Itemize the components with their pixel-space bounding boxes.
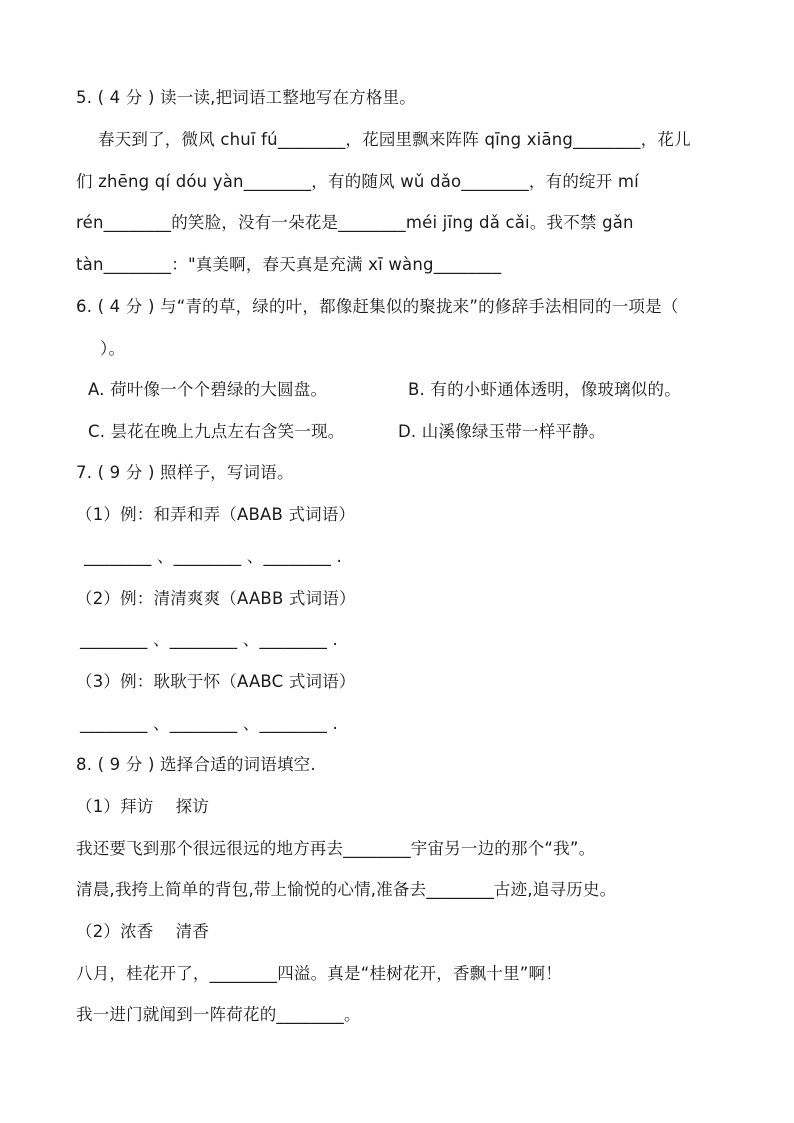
q7-blanks-2: ________ 、________ 、________ .: [80, 630, 338, 649]
q7-sub-2: （2）例：清清爽爽（AABB 式词语）: [76, 589, 356, 608]
q8-sub2-line-1: 八月，桂花开了，________四溢。真是“桂树花开，香飘十里”啊！: [76, 964, 562, 983]
q8-sub1-line-1: 我还要飞到那个很远很远的地方再去________宇宙另一边的那个“我”。: [76, 839, 596, 858]
q6-close-paren: ）。: [100, 339, 126, 358]
q7-sub-3: （3）例：耿耿于怀（AABC 式词语）: [76, 672, 356, 691]
q7-header: 7. ( 9 分 ) 照样子，写词语。: [76, 463, 294, 482]
q5-line-1: 春天到了，微风 chuī fú________，花园里飘来阵阵 qīng xiāng________，花儿: [98, 130, 691, 149]
q7-blanks-1: ________ 、________ 、________ .: [84, 547, 342, 566]
q5-line-4: tàn________："真美啊，春天真是充满 xī wàng________: [76, 255, 502, 274]
q7-blanks-3: ________ 、________ 、________ .: [80, 714, 338, 733]
q8-sub2-line-2: 我一进门就闻到一阵荷花的________。: [76, 1005, 361, 1024]
q6-option-c: C. 昙花在晚上九点左右含笑一现。: [88, 422, 345, 441]
q8-sub1-line-2: 清晨,我挎上简单的背包,带上愉悦的心情,准备去________古迹,追寻历史。: [76, 880, 617, 899]
q6-option-a: A. 荷叶像一个个碧绿的大圆盘。: [88, 380, 328, 399]
q5-line-3: rén________的笑脸，没有一朵花是________méi jīng dǎ cǎi。我不禁 gǎn: [76, 213, 634, 232]
q8-header: 8. ( 9 分 ) 选择合适的词语填空.: [76, 755, 316, 774]
q6-option-d: D. 山溪像绿玉带一样平静。: [398, 422, 606, 441]
q7-sub-1: （1）例：和弄和弄（ABAB 式词语）: [76, 505, 356, 524]
q8-sub-1: （1）拜访 探访: [76, 797, 210, 816]
q6-header: 6. ( 4 分 ) 与“青的草，绿的叶，都像赶集似的聚拢来”的修辞手法相同的一项是（: [76, 297, 679, 316]
q6-option-b: B. 有的小虾通体透明，像玻璃似的。: [408, 380, 681, 399]
q5-line-2: 们 zhēng qí dóu yàn________，有的随风 wǔ dǎo________，有的绽开 mí: [76, 172, 639, 191]
q5-header: 5. ( 4 分 ) 读一读,把词语工整地写在方格里。: [76, 88, 416, 107]
q8-sub-2: （2）浓香 清香: [76, 922, 210, 941]
